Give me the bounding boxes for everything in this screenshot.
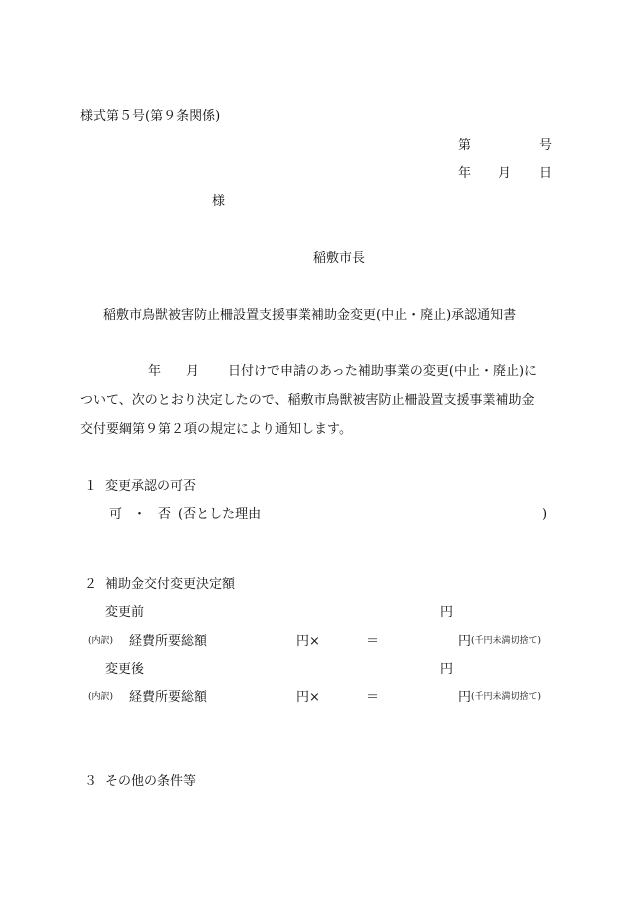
breakdown-prefix-before: (内訳): [88, 636, 114, 646]
doc-number-prefix: 第: [458, 138, 472, 153]
before-change-label: 変更前: [105, 605, 145, 620]
reject-reason-close: ): [542, 507, 548, 522]
breakdown-label-after: 経費所要総額: [129, 690, 208, 705]
body-month-label: 月: [186, 364, 200, 379]
date-year-label: 年: [458, 166, 472, 181]
section-1-title: 変更承認の可否: [105, 479, 197, 494]
reject-option: 否: [158, 507, 172, 522]
section-3-title: その他の条件等: [105, 774, 197, 789]
breakdown-equals-before: ＝: [366, 634, 380, 649]
section-3-number: ３: [84, 774, 98, 789]
breakdown-yen-times-after: 円×: [296, 690, 320, 705]
date-month-label: 月: [498, 166, 512, 181]
issuer: 稲敷市長: [313, 251, 366, 266]
rounding-note-after: (千円未満切捨て): [471, 692, 542, 702]
body-year-label: 年: [148, 364, 162, 379]
reject-reason-label: (否とした理由: [178, 507, 262, 522]
breakdown-label-before: 経費所要総額: [129, 634, 208, 649]
after-change-yen: 円: [440, 662, 454, 677]
body-line-3: 交付要綱第９第２項の規定により通知します。: [80, 422, 352, 437]
breakdown-yen-before: 円: [458, 634, 472, 649]
option-separator: ・: [133, 507, 147, 522]
before-change-yen: 円: [440, 605, 454, 620]
addressee-suffix: 様: [212, 194, 226, 209]
document-title: 稲敷市鳥獣被害防止柵設置支援事業補助金変更(中止・廃止)承認通知書: [103, 308, 517, 323]
breakdown-yen-after: 円: [458, 690, 472, 705]
body-line-1: 日付けで申請のあった補助事業の変更(中止・廃止)に: [228, 364, 538, 379]
date-day-label: 日: [539, 166, 553, 181]
section-2-title: 補助金交付変更決定額: [105, 577, 236, 592]
doc-number-suffix: 号: [539, 138, 553, 153]
form-id: 様式第５号(第９条関係): [80, 109, 221, 124]
section-2-number: ２: [84, 577, 98, 592]
breakdown-yen-times-before: 円×: [296, 634, 320, 649]
breakdown-prefix-after: (内訳): [88, 692, 114, 702]
body-line-2: ついて、次のとおり決定したので、稲敷市鳥獣被害防止柵設置支援事業補助金: [80, 393, 535, 408]
after-change-label: 変更後: [105, 662, 145, 677]
rounding-note-before: (千円未満切捨て): [471, 636, 542, 646]
breakdown-equals-after: ＝: [366, 690, 380, 705]
section-1-number: １: [84, 479, 98, 494]
approve-option: 可: [109, 507, 123, 522]
